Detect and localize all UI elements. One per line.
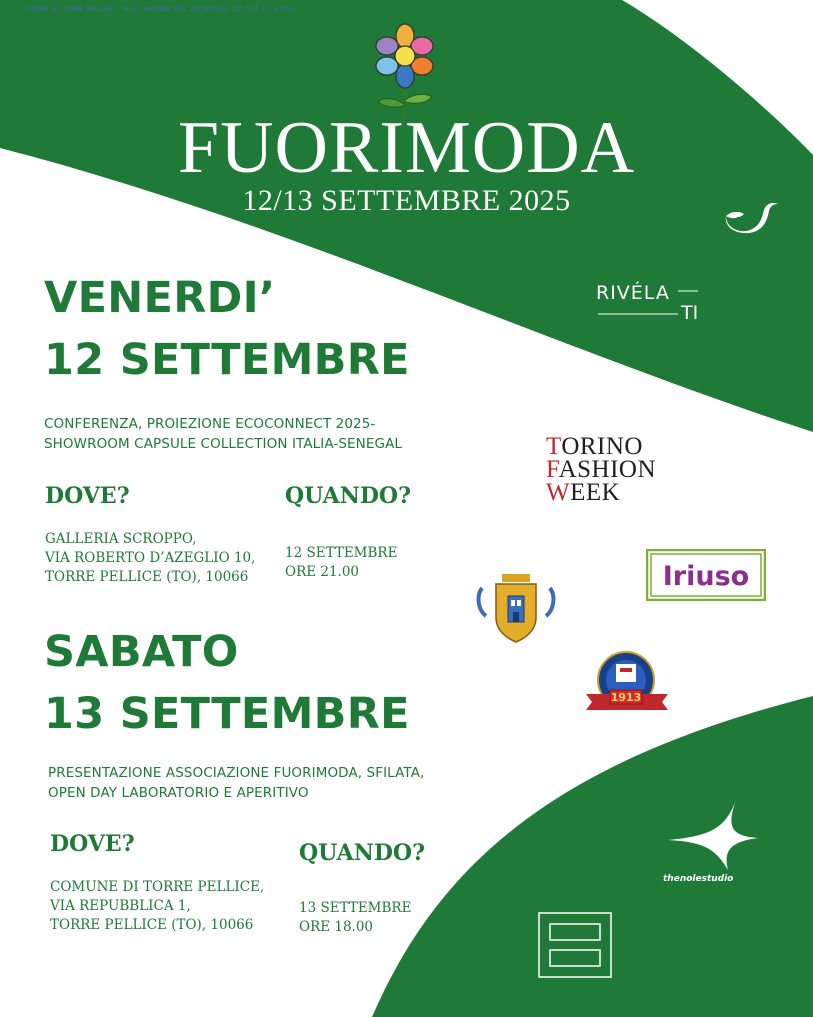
torino-fashion-week-logo xyxy=(546,435,656,504)
saturday-where-line3: TORRE PELLICE (TO), 10066 xyxy=(50,917,254,933)
thenolestudio-star-icon xyxy=(666,798,762,874)
tfw-word-orino: ORINO xyxy=(561,433,643,460)
tfw-word-ashion: ASHION xyxy=(558,456,657,483)
rivelati-logo-line2: TI xyxy=(681,302,699,324)
coat-of-arms-icon xyxy=(474,570,558,644)
saturday-when-label: QUANDO? xyxy=(299,840,425,866)
saturday-where-label: DOVE? xyxy=(50,831,135,857)
friday-when-line2: ORE 21.00 xyxy=(285,564,360,580)
friday-when-label: QUANDO? xyxy=(285,483,411,509)
saturday-description-line1: PRESENTAZIONE ASSOCIAZIONE FUORIMODA, SFILATA, xyxy=(48,765,425,781)
saturday-day-name: SABATO xyxy=(44,627,239,677)
friday-date: 12 SETTEMBRE xyxy=(44,335,410,385)
friday-description-line2: SHOWROOM CAPSULE COLLECTION ITALIA-SENEGAL xyxy=(44,436,403,452)
iriuso-text: Iriuso xyxy=(662,561,750,592)
bird-logo-icon xyxy=(722,196,780,236)
event-dates: 12/13 SETTEMBRE 2025 xyxy=(242,184,571,217)
saturday-when-line1: 13 SETTEMBRE xyxy=(299,900,412,916)
tfw-initial-f: F xyxy=(546,456,559,483)
friday-where-label: DOVE? xyxy=(45,483,130,509)
boxed-logo-icon xyxy=(538,912,612,978)
saturday-where-line2: VIA REPUBBLICA 1, xyxy=(50,898,191,914)
friday-when-line1: 12 SETTEMBRE xyxy=(285,545,398,561)
tfw-initial-t: T xyxy=(546,433,562,460)
pro-loco-seal-icon xyxy=(582,648,672,718)
friday-description-line1: CONFERENZA, PROIEZIONE ECOCONNECT 2025- xyxy=(44,416,376,432)
event-title: FUORIMODA xyxy=(177,107,636,189)
pro-loco-year: 1913 xyxy=(610,691,642,704)
saturday-date: 13 SETTEMBRE xyxy=(44,689,410,739)
tfw-word-eek: EEK xyxy=(570,479,621,506)
rivelati-logo-line1: RIVÉLA xyxy=(596,282,670,304)
saturday-where-line1: COMUNE DI TORRE PELLICE, xyxy=(50,879,265,895)
protocol-stamp: COMUNE DI TORRE PELLICE - Prot 0013488 del 26/08/2025 Tit VII Cl 6 Fasc xyxy=(26,6,297,13)
iriuso-logo xyxy=(646,549,766,601)
friday-where-line3: TORRE PELLICE (TO), 10066 xyxy=(45,569,249,585)
tfw-initial-w: W xyxy=(546,479,571,506)
thenolestudio-logo-text: thenolestudio xyxy=(663,874,734,884)
rivelati-lines-icon xyxy=(598,290,700,316)
saturday-when-line2: ORE 18.00 xyxy=(299,919,374,935)
friday-where-line2: VIA ROBERTO D’AZEGLIO 10, xyxy=(45,550,256,566)
saturday-description-line2: OPEN DAY LABORATORIO E APERITIVO xyxy=(48,785,309,801)
friday-where-line1: GALLERIA SCROPPO, xyxy=(45,531,197,547)
friday-day-name: VENERDI’ xyxy=(44,273,276,323)
